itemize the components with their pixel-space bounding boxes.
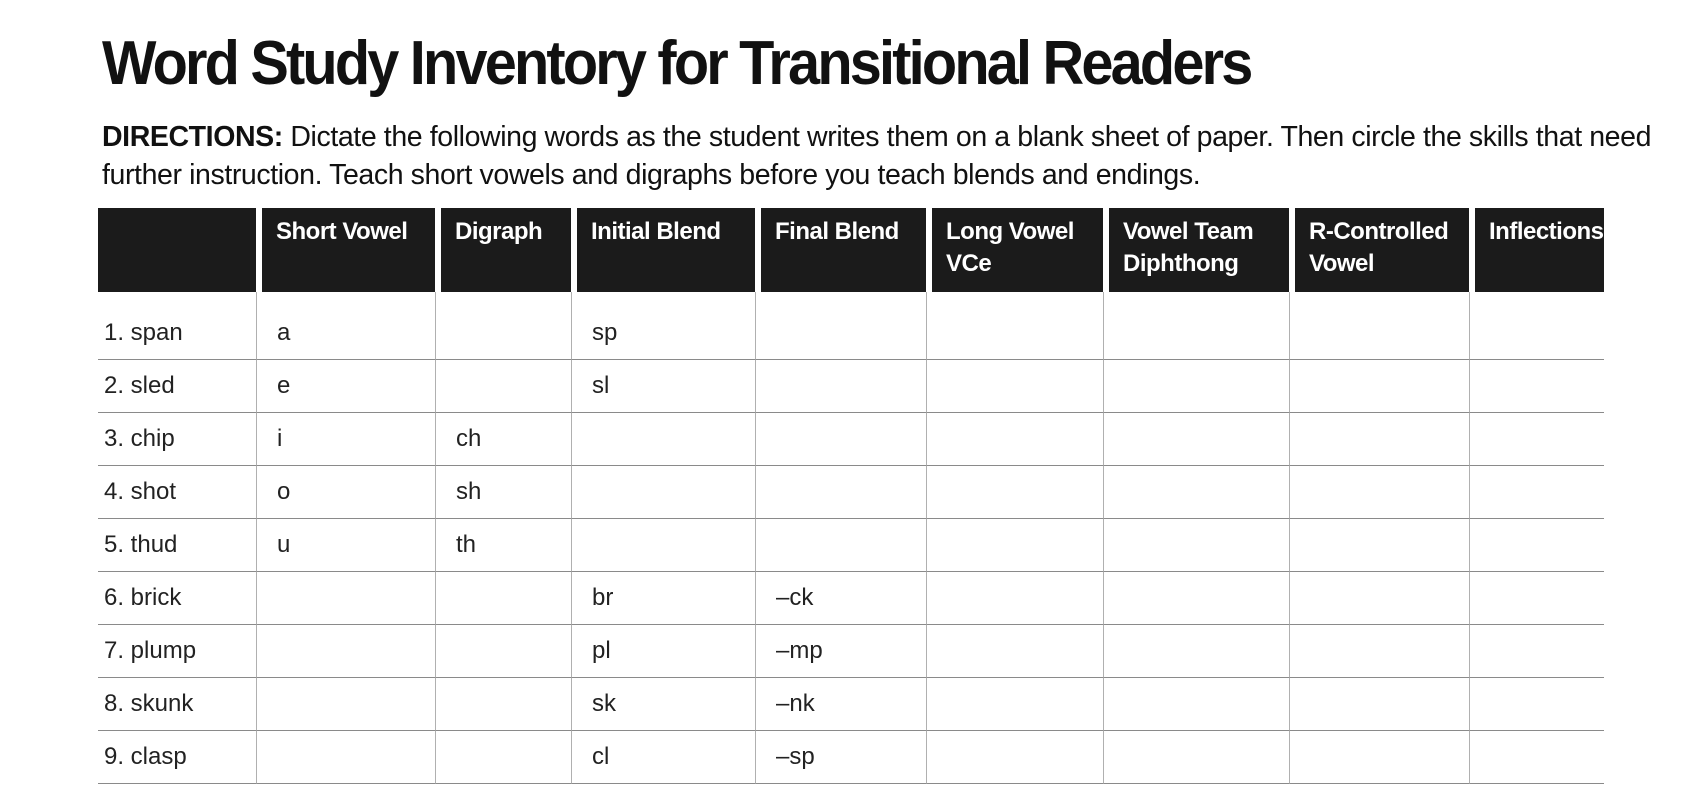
cell-digraph bbox=[435, 360, 571, 413]
cell-short-vowel: e bbox=[256, 360, 435, 413]
cell-initial-blend bbox=[571, 413, 755, 466]
cell-vowel-team-diphthong bbox=[1103, 572, 1289, 625]
cell-initial-blend: cl bbox=[571, 731, 755, 784]
cell-initial-blend bbox=[571, 466, 755, 519]
table-row bbox=[98, 413, 1604, 466]
cell-digraph bbox=[435, 292, 571, 360]
table-row bbox=[98, 678, 1604, 731]
directions-text: Dictate the following words as the student writes them on a blank sheet of paper. Then circle the skills that need further instruction. Teach short vowels and digraphs before you teach blends and endings. bbox=[102, 121, 1652, 191]
cell-digraph bbox=[435, 572, 571, 625]
cell-long-vowel-vce bbox=[926, 625, 1103, 678]
word-cell: 7. plump bbox=[98, 625, 256, 678]
cell-r-controlled-vowel bbox=[1289, 519, 1469, 572]
word-cell: 3. chip bbox=[98, 413, 256, 466]
cell-inflections bbox=[1469, 292, 1604, 360]
cell-final-blend: –nk bbox=[755, 678, 926, 731]
cell-r-controlled-vowel bbox=[1289, 413, 1469, 466]
cell-r-controlled-vowel bbox=[1289, 625, 1469, 678]
cell-short-vowel bbox=[256, 678, 435, 731]
cell-r-controlled-vowel bbox=[1289, 572, 1469, 625]
cell-digraph: th bbox=[435, 519, 571, 572]
cell-short-vowel: i bbox=[256, 413, 435, 466]
header-initial-blend: Initial Blend bbox=[571, 208, 755, 292]
header-row bbox=[98, 208, 1604, 292]
word-cell: 8. skunk bbox=[98, 678, 256, 731]
cell-initial-blend: sp bbox=[571, 292, 755, 360]
cell-vowel-team-diphthong bbox=[1103, 360, 1289, 413]
cell-long-vowel-vce bbox=[926, 466, 1103, 519]
cell-initial-blend: br bbox=[571, 572, 755, 625]
table-row bbox=[98, 572, 1604, 625]
cell-vowel-team-diphthong bbox=[1103, 519, 1289, 572]
header-final-blend: Final Blend bbox=[755, 208, 926, 292]
word-cell: 1. span bbox=[98, 292, 256, 360]
word-cell: 5. thud bbox=[98, 519, 256, 572]
table-row bbox=[98, 466, 1604, 519]
cell-inflections bbox=[1469, 466, 1604, 519]
cell-final-blend: –sp bbox=[755, 731, 926, 784]
cell-digraph: ch bbox=[435, 413, 571, 466]
header-long-vowel-vce: Long Vowel VCe bbox=[926, 208, 1103, 292]
cell-long-vowel-vce bbox=[926, 731, 1103, 784]
directions bbox=[102, 118, 1662, 194]
cell-vowel-team-diphthong bbox=[1103, 466, 1289, 519]
cell-inflections bbox=[1469, 625, 1604, 678]
word-cell: 2. sled bbox=[98, 360, 256, 413]
cell-r-controlled-vowel bbox=[1289, 731, 1469, 784]
cell-vowel-team-diphthong bbox=[1103, 292, 1289, 360]
cell-inflections bbox=[1469, 731, 1604, 784]
word-cell: 6. brick bbox=[98, 572, 256, 625]
word-study-table bbox=[98, 208, 1604, 784]
cell-initial-blend: sl bbox=[571, 360, 755, 413]
cell-digraph: sh bbox=[435, 466, 571, 519]
table-body bbox=[98, 292, 1604, 784]
cell-initial-blend bbox=[571, 519, 755, 572]
cell-final-blend bbox=[755, 360, 926, 413]
word-cell: 9. clasp bbox=[98, 731, 256, 784]
cell-short-vowel: u bbox=[256, 519, 435, 572]
cell-final-blend: –ck bbox=[755, 572, 926, 625]
cell-vowel-team-diphthong bbox=[1103, 678, 1289, 731]
cell-short-vowel bbox=[256, 731, 435, 784]
cell-inflections bbox=[1469, 572, 1604, 625]
cell-vowel-team-diphthong bbox=[1103, 731, 1289, 784]
cell-inflections bbox=[1469, 413, 1604, 466]
header-inflections: Inflections bbox=[1469, 208, 1604, 292]
header-r-controlled-vowel: R-Controlled Vowel bbox=[1289, 208, 1469, 292]
cell-short-vowel: a bbox=[256, 292, 435, 360]
cell-r-controlled-vowel bbox=[1289, 360, 1469, 413]
cell-initial-blend: pl bbox=[571, 625, 755, 678]
cell-long-vowel-vce bbox=[926, 413, 1103, 466]
page-title: Word Study Inventory for Transitional Readers bbox=[102, 29, 1251, 98]
cell-short-vowel bbox=[256, 572, 435, 625]
table-row bbox=[98, 292, 1604, 360]
cell-final-blend: –mp bbox=[755, 625, 926, 678]
cell-inflections bbox=[1469, 360, 1604, 413]
header-word bbox=[98, 208, 256, 292]
header-vowel-team-diphthong: Vowel Team Diphthong bbox=[1103, 208, 1289, 292]
cell-final-blend bbox=[755, 519, 926, 572]
header-digraph: Digraph bbox=[435, 208, 571, 292]
directions-label: DIRECTIONS: bbox=[102, 121, 283, 153]
header-short-vowel: Short Vowel bbox=[256, 208, 435, 292]
cell-r-controlled-vowel bbox=[1289, 678, 1469, 731]
cell-r-controlled-vowel bbox=[1289, 466, 1469, 519]
cell-long-vowel-vce bbox=[926, 360, 1103, 413]
cell-initial-blend: sk bbox=[571, 678, 755, 731]
cell-long-vowel-vce bbox=[926, 292, 1103, 360]
cell-short-vowel: o bbox=[256, 466, 435, 519]
cell-final-blend bbox=[755, 413, 926, 466]
cell-long-vowel-vce bbox=[926, 678, 1103, 731]
cell-inflections bbox=[1469, 678, 1604, 731]
cell-digraph bbox=[435, 625, 571, 678]
cell-short-vowel bbox=[256, 625, 435, 678]
table-row bbox=[98, 731, 1604, 784]
cell-final-blend bbox=[755, 466, 926, 519]
cell-long-vowel-vce bbox=[926, 572, 1103, 625]
table-row bbox=[98, 360, 1604, 413]
cell-r-controlled-vowel bbox=[1289, 292, 1469, 360]
cell-vowel-team-diphthong bbox=[1103, 413, 1289, 466]
cell-long-vowel-vce bbox=[926, 519, 1103, 572]
cell-digraph bbox=[435, 731, 571, 784]
cell-inflections bbox=[1469, 519, 1604, 572]
table-row bbox=[98, 519, 1604, 572]
cell-final-blend bbox=[755, 292, 926, 360]
cell-digraph bbox=[435, 678, 571, 731]
cell-vowel-team-diphthong bbox=[1103, 625, 1289, 678]
table-row bbox=[98, 625, 1604, 678]
word-cell: 4. shot bbox=[98, 466, 256, 519]
